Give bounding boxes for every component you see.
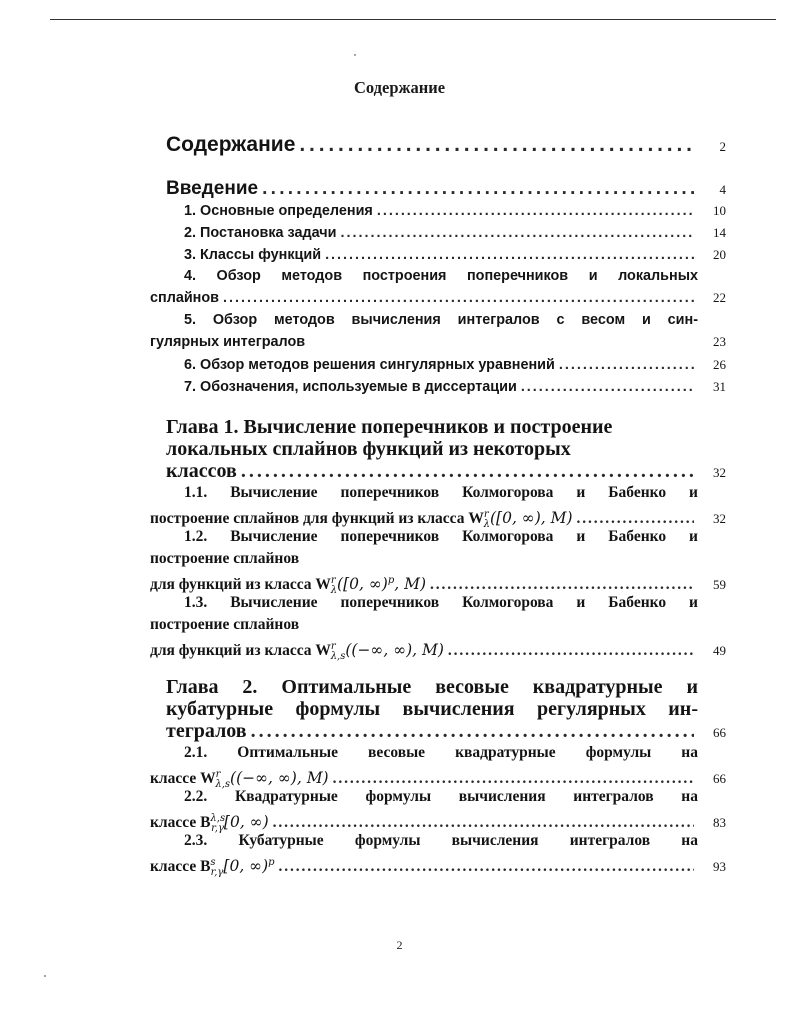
- toc-entry-line: кубатурные формулы вычисления регулярных ин-: [166, 698, 698, 720]
- math-formula: [210, 857, 275, 879]
- toc-entry-1-2[interactable]: [150, 526, 726, 602]
- math-tail: ([0, ∞): [337, 575, 388, 594]
- leader-dots: [340, 223, 694, 244]
- toc-page-number: 2: [719, 139, 726, 154]
- toc-entry-title: 1. Основные определения: [184, 203, 373, 219]
- toc-page-number: 49: [713, 643, 726, 659]
- toc-entry-section-1[interactable]: [150, 200, 726, 222]
- math-sub: r,γ: [211, 823, 224, 835]
- toc-entry-line: построение сплайнов: [150, 616, 300, 633]
- toc-entry-line: классов: [166, 460, 237, 482]
- math-pow: p: [387, 575, 395, 586]
- toc-page-number: 93: [713, 859, 726, 875]
- line-text: классе W: [150, 770, 216, 788]
- toc-entry-section-7[interactable]: [150, 376, 726, 398]
- math-sup: r: [330, 641, 336, 652]
- leader-dots: [448, 640, 694, 662]
- toc-page-number: 59: [713, 577, 726, 593]
- toc-entry-line: сплайнов: [150, 290, 220, 306]
- toc-page-number: 83: [713, 815, 726, 831]
- toc-entry-line: 5. Обзор методов вычисления интегралов с весом и син-: [184, 312, 698, 328]
- math-sup: r: [483, 509, 489, 520]
- math-tail: ((−∞, ∞), M): [230, 769, 329, 788]
- math-sup: r: [330, 575, 336, 586]
- math-tail: ([0, ∞), M): [489, 509, 573, 528]
- math-sub: λ: [483, 519, 490, 531]
- toc-entry-line: 1.2. Вычисление поперечников Колмогорова и Бабенко и: [184, 528, 698, 545]
- math-sub: λ,s: [215, 779, 231, 791]
- toc-entry-line: гулярных интегралов: [150, 334, 306, 350]
- leader-dots: [223, 288, 694, 309]
- leader-dots: [377, 201, 694, 222]
- leader-dots: [251, 720, 694, 742]
- top-rule: [50, 19, 776, 20]
- page-number: 2: [396, 938, 403, 952]
- page-title: Содержание: [353, 78, 446, 97]
- line-text: для функций из класса W: [150, 642, 331, 660]
- math-formula: [330, 575, 426, 597]
- toc-entry-2-3[interactable]: [150, 830, 726, 884]
- toc-page-number: 66: [713, 771, 726, 787]
- toc-entry-chapter-1[interactable]: [166, 416, 726, 484]
- toc-entry-title: Введение: [166, 178, 259, 199]
- toc-entry-line: Глава 1. Вычисление поперечников и построение: [166, 416, 613, 438]
- toc-entry-title: 7. Обозначения, используемые в диссертации: [184, 379, 517, 395]
- toc-entry-line: 4. Обзор методов построения поперечников и локальных: [184, 268, 698, 284]
- toc-page-number: 22: [713, 290, 726, 305]
- toc-entry-line: 2.3. Кубатурные формулы вычисления интегралов на: [184, 832, 698, 849]
- math-formula: [330, 641, 444, 663]
- toc-page-number: 20: [713, 247, 726, 262]
- toc-entry-1-3[interactable]: [150, 592, 726, 668]
- toc-entry-title: Содержание: [166, 133, 296, 156]
- toc-entry-contents[interactable]: [166, 133, 726, 157]
- toc-entry-line: 2.2. Квадратурные формулы вычисления интегралов на: [184, 788, 698, 805]
- toc-page-number: 4: [719, 182, 726, 197]
- math-tail: [0, ∞): [223, 857, 269, 876]
- toc-page-number: 26: [713, 357, 726, 372]
- math-sup: λ,s: [210, 813, 226, 824]
- math-pow: p: [268, 857, 275, 868]
- math-tail: ((−∞, ∞), M): [345, 641, 444, 660]
- toc-entry-line: 1.3. Вычисление поперечников Колмогорова и Бабенко и: [184, 594, 698, 611]
- math-sub: λ,s: [330, 651, 346, 663]
- toc-entry-line: 2.1. Оптимальные весовые квадратурные формулы на: [184, 744, 698, 761]
- math-end: , M): [394, 575, 426, 594]
- leader-dots: [559, 355, 694, 376]
- toc-entry-line: тегралов: [166, 720, 247, 742]
- math-formula: [215, 769, 329, 791]
- toc-entry-line: [150, 636, 444, 668]
- toc-entry-section-3[interactable]: [150, 244, 726, 266]
- math-sub: λ: [330, 585, 338, 597]
- toc-entry-line: построение сплайнов: [150, 550, 300, 567]
- toc-page-number: 32: [713, 511, 726, 527]
- toc-entry-line: [150, 852, 275, 884]
- toc-page-number: 66: [713, 725, 726, 740]
- toc-entry-section-2[interactable]: [150, 222, 726, 244]
- toc-entry-chapter-2[interactable]: [166, 676, 726, 744]
- line-text: классе B: [150, 858, 211, 876]
- toc-page-number: 10: [713, 203, 726, 218]
- scan-speck: [354, 54, 356, 56]
- toc-entry-intro[interactable]: [166, 178, 726, 200]
- toc-page-number: 31: [713, 379, 726, 394]
- line-text: классе B: [150, 814, 211, 832]
- toc-entry-section-4[interactable]: [150, 266, 726, 309]
- leader-dots: [262, 178, 694, 200]
- line-text: построение сплайнов для функций из класса W: [150, 510, 484, 528]
- toc-page-number: 23: [713, 334, 726, 349]
- leader-dots: [521, 377, 694, 398]
- line-text: для функций из класса W: [150, 576, 331, 594]
- toc-entry-title: 6. Обзор методов решения сингулярных уравнений: [184, 357, 555, 373]
- toc-page-number: 14: [713, 225, 726, 240]
- toc-entry-line: локальных сплайнов функций из некоторых: [166, 438, 571, 460]
- leader-dots: [325, 245, 694, 266]
- toc-entry-line: 1.1. Вычисление поперечников Колмогорова и Бабенко и: [184, 484, 698, 501]
- toc-entry-line: Глава 2. Оптимальные весовые квадратурные и: [166, 676, 698, 698]
- scan-speck: [44, 975, 46, 977]
- math-sub: r,γ: [210, 867, 224, 879]
- math-formula: [210, 813, 269, 835]
- toc-entry-section-6[interactable]: [150, 354, 726, 376]
- leader-dots: [299, 133, 694, 157]
- toc-entry-section-5[interactable]: [150, 310, 726, 353]
- toc-entry-title: 2. Постановка задачи: [184, 225, 337, 241]
- toc-entry-title: 3. Классы функций: [184, 247, 322, 263]
- math-tail: [0, ∞): [223, 813, 269, 832]
- math-sup: r: [215, 769, 221, 780]
- math-formula: [483, 509, 573, 531]
- leader-dots: [279, 856, 694, 878]
- leader-dots: [241, 460, 694, 482]
- math-sup: s: [210, 857, 216, 868]
- toc-page-number: 32: [713, 465, 726, 480]
